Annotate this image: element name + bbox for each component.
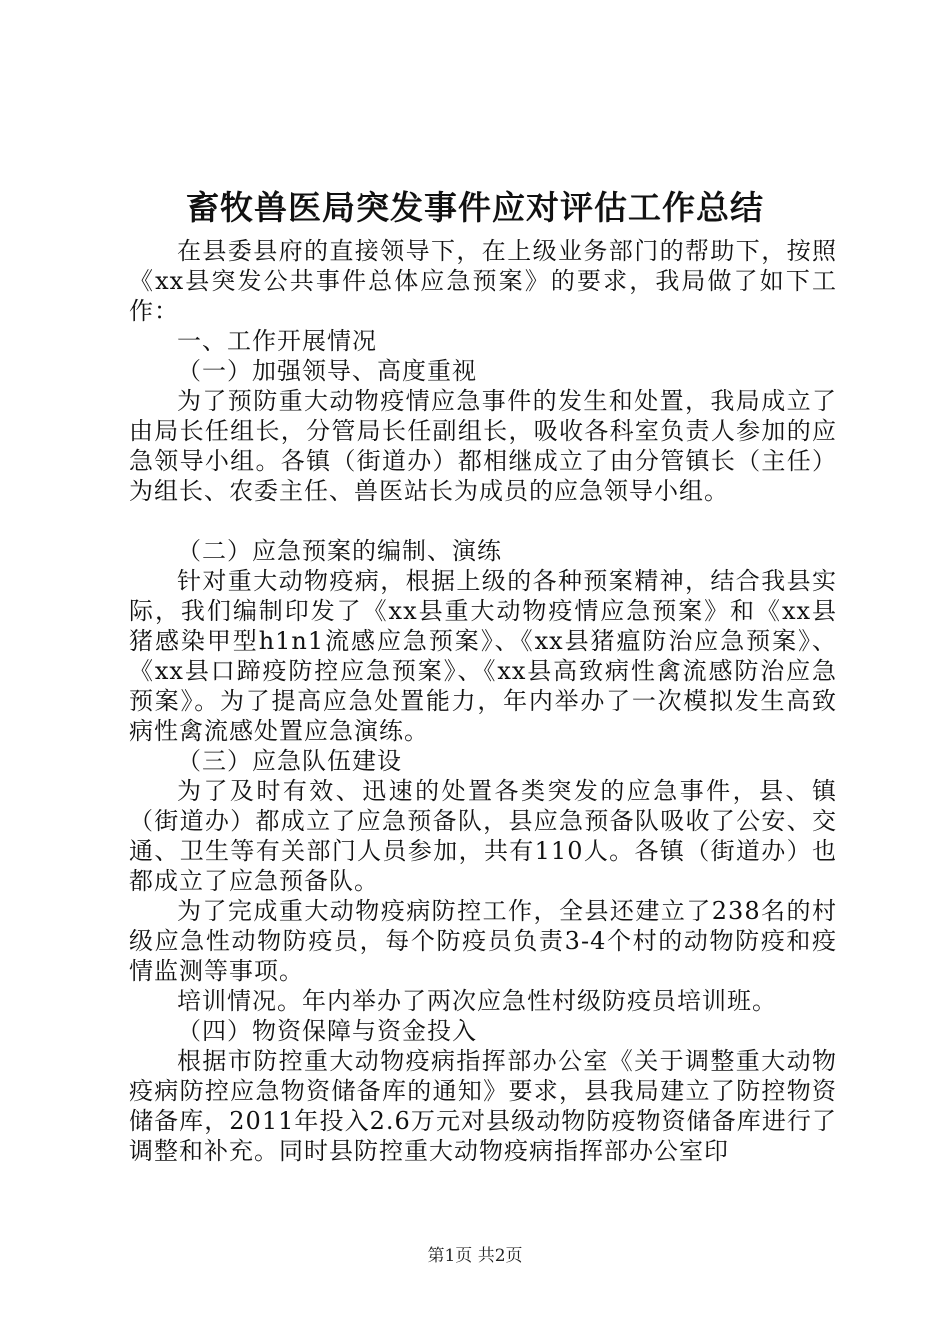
subsection-heading-3: （三）应急队伍建设: [177, 747, 402, 775]
body-paragraph: 为了预防重大动物疫情应急事件的发生和处置，我局成立了由局长任组长，分管局长任副组长，吸收各科室负责人参加的应急领导小组。各镇（街道办）都相继成立了由分管镇长（主任）为组长、农委主任、兽医站长为成员的应急领导小组。: [129, 387, 837, 505]
body-paragraph: 根据市防控重大动物疫病指挥部办公室《关于调整重大动物疫病防控应急物资储备库的通知》要求，县我局建立了防控物资储备库，2011年投入2.6万元对县级动物防疫物资储备库进行了调整和补充。同时县防控重大动物疫病指挥部办公室印: [129, 1047, 837, 1165]
subsection-heading-1: （一）加强领导、高度重视: [177, 357, 477, 385]
subsection-heading-2: （二）应急预案的编制、演练: [177, 537, 502, 565]
body-paragraph: 为了及时有效、迅速的处置各类突发的应急事件，县、镇（街道办）都成立了应急预备队，县应急预备队吸收了公安、交通、卫生等有关部门人员参加，共有110人。各镇（街道办）也都成立了应急预备队。: [129, 777, 837, 895]
subsection-heading-4: （四）物资保障与资金投入: [177, 1017, 477, 1045]
document-body: [129, 236, 837, 1166]
body-paragraph: 为了完成重大动物疫病防控工作，全县还建立了238名的村级应急性动物防疫员，每个防疫员负责3-4个村的动物防疫和疫情监测等事项。: [129, 897, 837, 985]
intro-paragraph: 在县委县府的直接领导下，在上级业务部门的帮助下，按照《xx县突发公共事件总体应急预案》的要求，我局做了如下工作：: [129, 237, 837, 325]
body-paragraph: 培训情况。年内举办了两次应急性村级防疫员培训班。: [177, 987, 777, 1015]
section-heading-1: 一、工作开展情况: [177, 327, 377, 355]
page-footer: 第1页 共2页: [427, 1246, 523, 1266]
document-title: 畜牧兽医局突发事件应对评估工作总结: [186, 188, 764, 227]
body-paragraph: 针对重大动物疫病，根据上级的各种预案精神，结合我县实际，我们编制印发了《xx县重大动物疫情应急预案》和《xx县猪感染甲型h1n1流感应急预案》、《xx县猪瘟防治应急预案》、《xx县口蹄疫防控应急预案》、《xx县高致病性禽流感防治应急预案》。为了提高应急处置能力，年内举办了一次模拟发生高致病性禽流感处置应急演练。: [129, 567, 837, 745]
